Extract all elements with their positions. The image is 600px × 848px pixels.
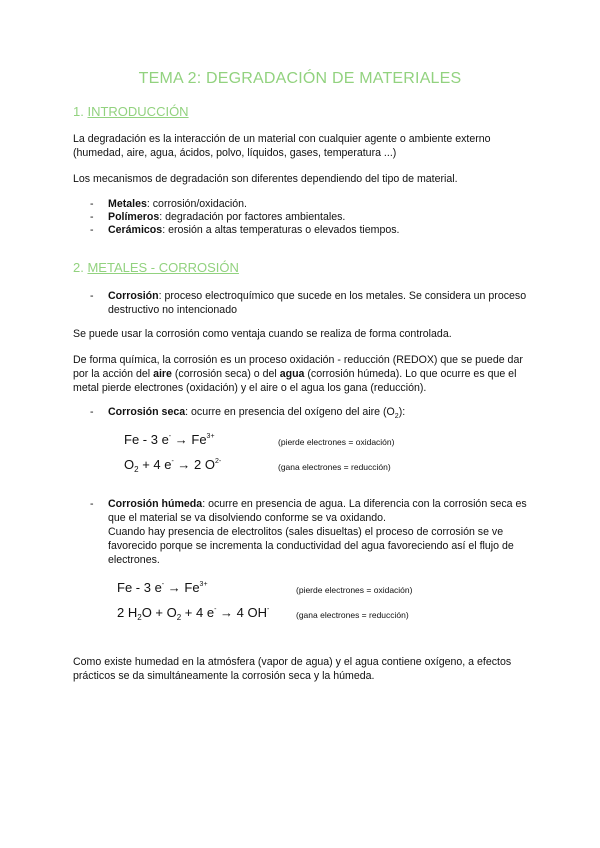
- equation-oxidation: Fe - 3 $e^- \to Fe^{3+}$: [124, 432, 215, 447]
- section-number: 1.: [73, 104, 88, 119]
- advantage-paragraph: Se puede usar la corrosión como ventaja cuando se realiza de forma controlada.: [73, 328, 452, 340]
- conclusion-paragraph: Como existe humedad en la atmósfera (vapor de agua) y el agua contiene oxígeno, a efectos prácticos se da simultáneamente la corrosión seca y la húmeda.: [73, 656, 512, 682]
- equation-reduction: 2 $H_2O + O_2 + 4$ e- → 4 OH-: [117, 605, 270, 622]
- equation-reduction: $O_2 + 4$ e- → 2 $O^{2-}$: [124, 457, 222, 474]
- equation-oxidation: Fe - 3 $e^- \to Fe^{3+}$: [117, 580, 208, 595]
- page-title: TEMA 2: DEGRADACIÓN DE MATERIALES: [138, 70, 462, 87]
- equation-note: (gana electrones = reducción): [296, 610, 409, 620]
- intro-paragraph: La degradación es la interacción de un material con cualquier agente o ambiente externo (humedad, aire, agua, ácidos, polvo, líquidos, gases, temperatura ...): [73, 133, 491, 159]
- equation-note: (pierde electrones = oxidación): [296, 585, 413, 595]
- mechanisms-paragraph: Los mecanismos de degradación son diferentes dependiendo del tipo de material.: [73, 173, 458, 185]
- equation-note: (pierde electrones = oxidación): [278, 437, 395, 447]
- document-page: TEMA 2: DEGRADACIÓN DE MATERIALES 1. INTRODUCCIÓN La degradación es la interacción de un material con cualquier agente o ambiente externo (humedad, aire, agua, ácidos, polvo, líquidos, gases, temperatura ...) Los mecanismos de degradación son diferentes dependiendo del tipo de material. - Metales: corrosión/oxidación. - Polímeros: degradación por factores ambientales. - Cerámicos: erosión a altas temperaturas o elevados tiempos. 2. METALES - CORROSIÓN - Corrosión: proceso electroquímico que sucede en los metales. Se considera un proceso destructivo no intencionado Se puede usar la corrosión como ventaja cuando se realiza de forma controlada. De forma química, la corrosión es un proceso oxidación - reducción (REDOX) que se puede dar por la acción del aire (corrosión seca) o del agua (corrosión húmeda). Lo que ocurre es que el metal pierde electrones (oxidación) y el aire o el agua los gana (reducción). - Corrosión seca: ocurre en presencia del oxígeno del aire $(O_2)$: Fe - 3 $e^- \to Fe^{3+}$ (pierde electrones = oxidación) $O_2 + 4$ e- → 2 $O^{2-}$ (gana electrones = reducción) - Corrosión húmeda: ocurre en presencia de agua. La diferencia con la corrosión seca es que el material se va disolviendo conforme se va oxidando. Cuando hay presencia de electrolitos (sales disueltas) el proceso de corrosión se ve favorecido porque se incrementa la conductividad del agua favoreciendo así el flujo de electrones. Fe - 3 $e^- \to Fe^{3+}$ (pierde electrones = oxidación) 2 $H_2O + O_2 + 4$ e- → 4 OH- (gana electrones = reducción) Como existe humedad en la atmósfera (vapor de agua) y el agua contiene oxígeno, a efectos prácticos se da simultáneamente la corrosión seca y la húmeda.: [0, 0, 600, 848]
- section-title: METALES - CORROSIÓN: [87, 260, 239, 275]
- section-title: INTRODUCCIÓN: [87, 104, 189, 119]
- redox-paragraph: De forma química, la corrosión es un proceso oxidación - reducción (REDOX) que se puede dar por la acción del aire (corrosión seca) o del agua (corrosión húmeda). Lo que ocurre es que el metal pierde electrones (oxidación) y el aire o el agua los gana (reducción).: [73, 354, 523, 394]
- section-number: 2.: [73, 260, 88, 275]
- equation-note: (gana electrones = reducción): [278, 462, 391, 472]
- section-heading-introduccion: [73, 104, 189, 119]
- section-heading-metales: [73, 260, 239, 275]
